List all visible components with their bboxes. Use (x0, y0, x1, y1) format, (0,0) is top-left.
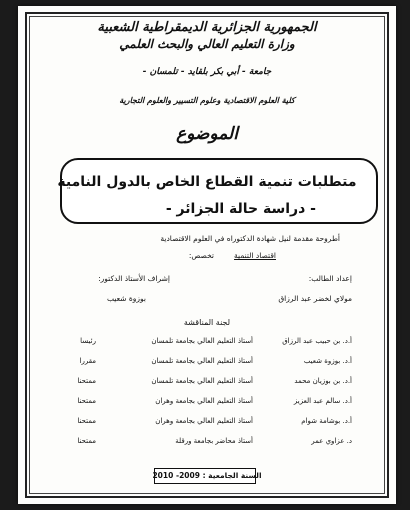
specialty-label: تخصص: (188, 251, 214, 260)
member-role: ممتحنا (77, 377, 96, 385)
member-rank: أستاذ التعليم العالي بجامعة تلمسان (151, 357, 253, 365)
specialty-value: اقتصاد التنمية (234, 251, 276, 260)
member-rank: أستاذ التعليم العالي بجامعة تلمسان (151, 337, 253, 345)
member-name: أ.د. بوشامة شوام (301, 417, 352, 425)
supervisor-label: إشراف الأستاذ الدكتور: (98, 274, 170, 283)
thesis-title-line2: - دراسة حالة الجزائر - (165, 201, 316, 217)
academic-year: السنة الجامعية : 2009- 2010 (152, 471, 262, 480)
member-role: ممتحنا (77, 397, 96, 405)
thesis-note: أطروحة مقدمة لنيل شهادة الدكتوراه في العلوم الاقتصادية (160, 234, 340, 243)
member-role: ممتحنا (77, 437, 96, 445)
student-name: مولاي لخضر عبد الرزاق (278, 294, 352, 303)
member-name: أ.د. بن بوزيان محمد (294, 377, 352, 385)
member-name: أ.د. بوزوة شعيب (303, 357, 352, 365)
thesis-title-line1: متطلبات تنمية القطاع الخاص بالدول النامية (57, 174, 357, 190)
member-role: رئيسا (80, 337, 96, 345)
header-faculty: كلية العلوم الاقتصادية وعلوم التسيير والعلوم التجارية (119, 96, 295, 105)
supervisor-name: بوزوة شعيب (106, 294, 146, 303)
member-rank: أستاذ التعليم العالي بجامعة وهران (155, 397, 253, 405)
document-page (18, 6, 396, 504)
member-role: مقررا (79, 357, 96, 365)
member-rank: أستاذ التعليم العالي بجامعة وهران (155, 417, 253, 425)
member-name: أ.د. بن حبيب عبد الرزاق (282, 337, 352, 345)
member-rank: أستاذ التعليم العالي بجامعة تلمسان (151, 377, 253, 385)
student-label: إعداد الطالب: (308, 274, 352, 283)
subject-label: الموضوع (176, 124, 238, 144)
header-republic: الجمهورية الجزائرية الديمقراطية الشعبية (97, 20, 317, 35)
member-role: ممتحنا (77, 417, 96, 425)
member-name: أ.د. سالم عبد العزيز (293, 397, 352, 405)
member-name: د. عزاوي عمر (311, 437, 352, 445)
member-rank: أستاذ محاضر بجامعة ورقلة (175, 437, 253, 445)
header-ministry: وزارة التعليم العالي والبحث العلمي (119, 37, 295, 51)
header-university: جامعة - أبي بكر بلقايد - تلمسان - (142, 67, 272, 77)
committee-title: لجنة المناقشة (183, 318, 231, 327)
